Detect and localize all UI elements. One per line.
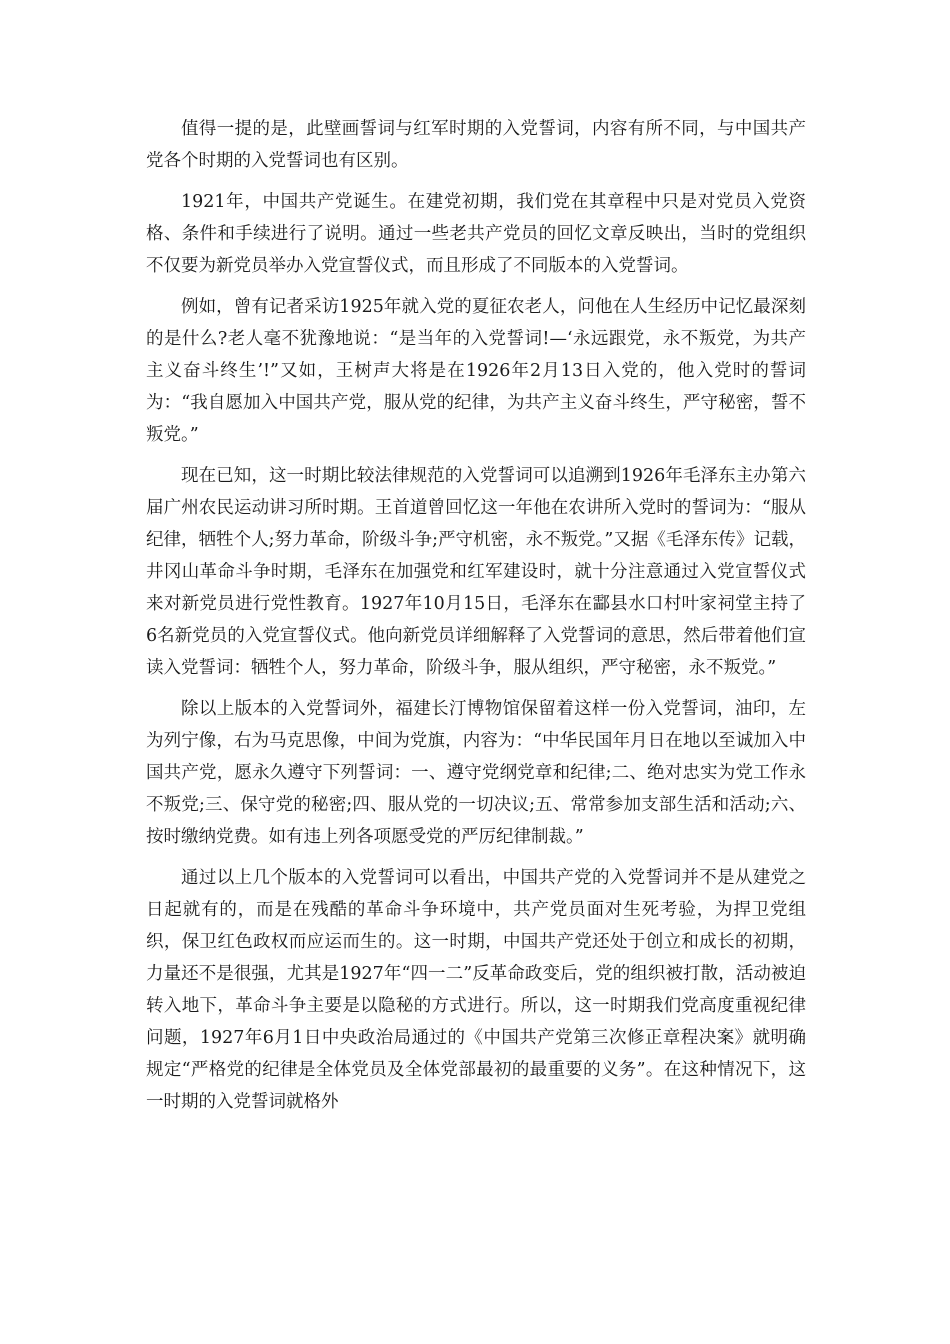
paragraph-4: 现在已知，这一时期比较法律规范的入党誓词可以追溯到1926年毛泽东主办第六届广州农民运动讲习所时期。王首道曾回忆这一年他在农讲所入党时的誓词为：“服从纪律，牺牲个人;努力革命，阶级斗争;严守机密，永不叛党。”又据《毛泽东传》记载，井冈山革命斗争时期，毛泽东在加强党和红军建设时，就十分注意通过入党宣誓仪式来对新党员进行党性教育。1927年10月15日，毛泽东在酃县水口村叶家祠堂主持了6名新党员的入党宣誓仪式。他向新党员详细解释了入党誓词的意思，然后带着他们宣读入党誓词：牺牲个人，努力革命，阶级斗争，服从组织，严守秘密，永不叛党。” — [146, 466, 806, 678]
paragraph-6: 通过以上几个版本的入党誓词可以看出，中国共产党的入党誓词并不是从建党之日起就有的，而是在残酷的革命斗争环境中，共产党员面对生死考验，为捍卫党组织，保卫红色政权而应运而生的。这一时期，中国共产党还处于创立和成长的初期，力量还不是很强，尤其是1927年“四一二”反革命政变后，党的组织被打散，活动被迫转入地下，革命斗争主要是以隐秘的方式进行。所以，这一时期我们党高度重视纪律问题，1927年6月1日中央政治局通过的《中国共产党第三次修正章程决案》就明确规定“严格党的纪律是全体党员及全体党部最初的最重要的义务”。在这种情况下，这一时期的入党誓词就格外 — [146, 868, 806, 1112]
paragraph-2: 1921年，中国共产党诞生。在建党初期，我们党在其章程中只是对党员入党资格、条件和手续进行了说明。通过一些老共产党员的回忆文章反映出，当时的党组织不仅要为新党员举办入党宣誓仪式，而且形成了不同版本的入党誓词。 — [146, 192, 806, 276]
paragraph-3: 例如，曾有记者采访1925年就入党的夏征农老人，问他在人生经历中记忆最深刻的是什么?老人毫不犹豫地说：“是当年的入党誓词!—‘永远跟党，永不叛党，为共产主义奋斗终生’!”又如，王树声大将是在1926年2月13日入党的，他入党时的誓词为：“我自愿加入中国共产党，服从党的纪律，为共产主义奋斗终生，严守秘密，誓不叛党。” — [146, 297, 806, 445]
paragraph-5: 除以上版本的入党誓词外，福建长汀博物馆保留着这样一份入党誓词，油印，左为列宁像，右为马克思像，中间为党旗，内容为：“中华民国年月日在地以至诚加入中国共产党，愿永久遵守下列誓词：一、遵守党纲党章和纪律;二、绝对忠实为党工作永不叛党;三、保守党的秘密;四、服从党的一切决议;五、常常参加支部生活和活动;六、按时缴纳党费。如有违上列各项愿受党的严厉纪律制裁。” — [146, 699, 806, 847]
document-body — [146, 113, 806, 1127]
paragraph-1: 值得一提的是，此壁画誓词与红军时期的入党誓词，内容有所不同，与中国共产党各个时期的入党誓词也有区别。 — [146, 119, 806, 171]
